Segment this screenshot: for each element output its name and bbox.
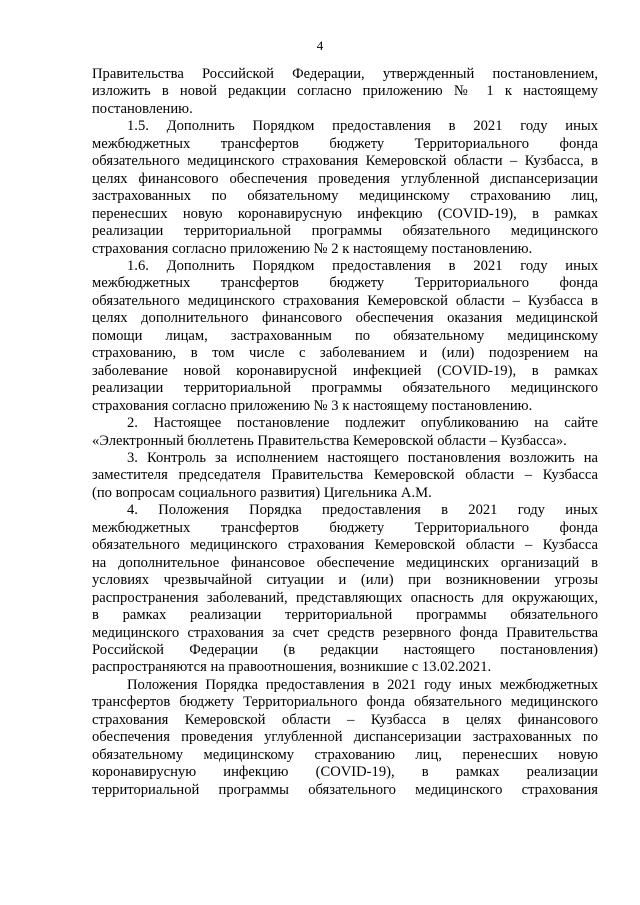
text-line: перенесших новую коронавирусную инфекцию (COVID-19), в рамках [92,205,598,222]
text-line: 1.5. Дополнить Порядком предоставления в 2021 году иных [127,118,598,135]
text-line: реализации территориальной программы обязательного медицинского [92,380,598,397]
text-line: страхования Кемеровской области – Кузбасса в целях финансового [92,711,598,728]
text-line: 4. Положения Порядка предоставления в 2021 году иных [127,502,598,519]
text-line: обязательного медицинского страхования Кемеровской области – Кузбасса [92,537,598,554]
text-line: в рамках реализации территориальной программы обязательного [92,607,598,624]
text-line: коронавирусную инфекцию (COVID-19), в рамках реализации [92,764,598,781]
text-line: страхования согласно приложению № 2 к настоящему постановлению. [92,240,533,257]
text-line: 1.6. Дополнить Порядком предоставления в 2021 году иных [127,257,598,274]
document-body [92,66,598,799]
text-line: застрахованных по обязательному медицинскому страхованию лиц, [92,188,598,205]
paragraph [92,415,598,450]
text-line: «Электронный бюллетень Правительства Кемеровской области – Кузбасса». [92,432,567,449]
text-line: реализации территориальной программы обязательного медицинского [92,223,598,240]
paragraph [92,66,598,118]
text-line: Положения Порядка предоставления в 2021 году иных межбюджетных [127,676,598,693]
text-line: страхования согласно приложению № 3 к настоящему постановлению. [92,397,533,414]
text-line: распространяются на правоотношения, возникшие с 13.02.2021. [92,659,492,676]
text-line: 3. Контроль за исполнением настоящего постановления возложить на [127,449,598,466]
text-line: обеспечения проведения углубленной диспансеризации застрахованных по [92,729,598,746]
text-line: постановлению. [92,100,193,117]
text-line: межбюджетных трансфертов бюджету Территориального фонда [92,135,598,152]
paragraph [92,450,598,502]
text-line: обязательного медицинского страхования Кемеровской области – Кузбасса в [92,292,598,309]
paragraph [92,118,598,258]
text-line: заболевание новой коронавирусной инфекцией (COVID-19), в рамках [92,362,598,379]
text-line: изложить в новой редакции согласно приложению № 1 к настоящему [92,83,598,100]
text-line: страхованию, в том числе с заболеванием и (или) подозрением на [92,345,598,362]
text-line: обязательному медицинскому страхованию лиц, перенесших новую [92,746,598,763]
paragraph [92,258,598,415]
paragraph [92,502,598,677]
text-line: трансфертов бюджету Территориального фонда обязательного медицинского [92,694,598,711]
text-line: межбюджетных трансфертов бюджету Территориального фонда [92,275,598,292]
text-line: условиях чрезвычайной ситуации и (или) при возникновении угрозы [92,572,598,589]
paragraph [92,677,598,799]
text-line: распространения заболеваний, представляющих опасность для окружающих, [92,589,598,606]
text-line: медицинского страхования за счет средств резервного фонда Правительства [92,624,598,641]
text-line: на дополнительное финансовое обеспечение медицинских организаций в [92,554,598,571]
text-line: обязательного медицинского страхования Кемеровской области – Кузбасса, в [92,153,598,170]
text-line: 2. Настоящее постановление подлежит опубликованию на сайте [127,415,598,432]
text-line: Российской Федерации (в редакции настоящего постановления) [92,641,598,658]
text-line: целях дополнительного финансового обеспечения оказания медицинской [92,310,598,327]
text-line: помощи лицам, застрахованным по обязательному медицинскому [92,327,598,344]
page-number: 4 [316,38,324,53]
text-line: межбюджетных трансфертов бюджету Территориального фонда [92,519,598,536]
text-line: заместителя председателя Правительства Кемеровской области – Кузбасса [92,467,598,484]
text-line: Правительства Российской Федерации, утвержденный постановлением, [92,66,598,82]
text-line: (по вопросам социального развития) Цигельника А.М. [92,484,432,501]
text-line: целях финансового обеспечения проведения углубленной диспансеризации [92,170,598,187]
text-line: территориальной программы обязательного медицинского страхования [92,781,598,798]
